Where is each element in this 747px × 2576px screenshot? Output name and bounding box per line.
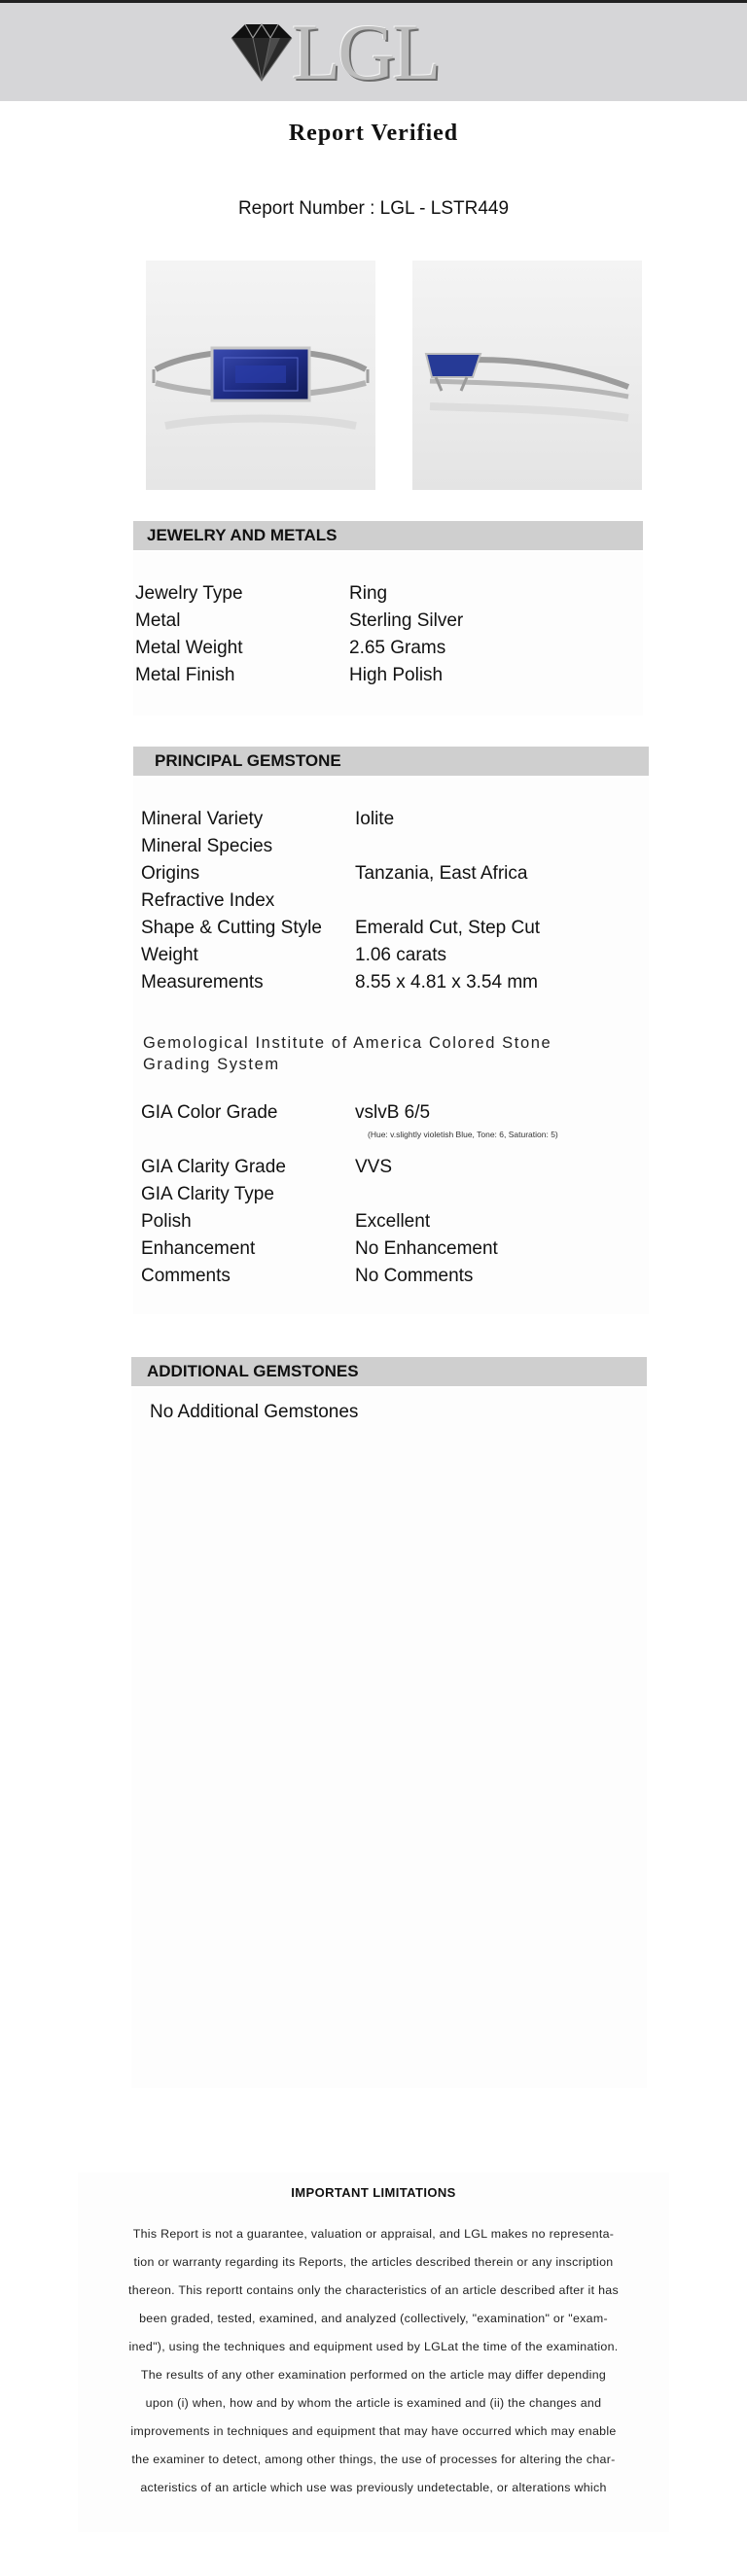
shape-cutting-label: Shape & Cutting Style xyxy=(141,918,322,938)
metal-value: Sterling Silver xyxy=(349,610,464,631)
enhancement-label: Enhancement xyxy=(141,1238,256,1259)
ring-side-view-photo xyxy=(412,261,642,490)
jewelry-type-label: Jewelry Type xyxy=(135,583,243,604)
polish-label: Polish xyxy=(141,1211,192,1232)
diamond-icon xyxy=(226,20,298,85)
gia-color-grade-label: GIA Color Grade xyxy=(141,1102,278,1123)
section-jewelry-title: JEWELRY AND METALS xyxy=(147,526,338,544)
gia-color-grade-value: vslvB 6/5 xyxy=(355,1102,431,1123)
measurements-label: Measurements xyxy=(141,972,264,992)
limitations-title: IMPORTANT LIMITATIONS xyxy=(291,2185,456,2200)
ring-top-view-photo xyxy=(146,261,375,490)
logo-text: LGL xyxy=(292,8,439,96)
limitations-line: The results of any other examination performed on the article may differ depending xyxy=(140,2368,607,2382)
logo xyxy=(226,8,439,96)
origins-value: Tanzania, East Africa xyxy=(355,863,528,884)
limitations-line: acteristics of an article which use was previously undetectable, or alterations which xyxy=(140,2481,607,2494)
enhancement-value: No Enhancement xyxy=(355,1238,498,1259)
limitations-line: the examiner to detect, among other things, the use of processes for altering the char- xyxy=(131,2453,616,2466)
section-additional-title: ADDITIONAL GEMSTONES xyxy=(147,1362,359,1380)
section-principal-heading xyxy=(133,747,649,776)
limitations-line: been graded, tested, examined, and analyzed (collectively, "examination" or "exam- xyxy=(139,2312,608,2325)
limitations-line: ined"), using the techniques and equipment used by LGLat the time of the examination. xyxy=(128,2340,619,2353)
origins-label: Origins xyxy=(141,863,200,884)
refractive-index-label: Refractive Index xyxy=(141,890,275,911)
metal-label: Metal xyxy=(135,610,181,631)
comments-value: No Comments xyxy=(355,1266,474,1286)
gia-clarity-grade-value: VVS xyxy=(355,1157,393,1177)
jewelry-type-value: Ring xyxy=(349,583,388,604)
limitations-line: improvements in techniques and equipment that may have occurred which may enable xyxy=(130,2424,617,2438)
measurements-value: 8.55 x 4.81 x 3.54 mm xyxy=(355,972,538,992)
section-jewelry-panel xyxy=(133,552,643,715)
metal-weight-value: 2.65 Grams xyxy=(349,638,446,658)
gia-color-note: (Hue: v.slightly violetish Blue, Tone: 6, Saturation: 5) xyxy=(368,1130,558,1139)
metal-weight-label: Metal Weight xyxy=(135,638,243,658)
gia-clarity-type-label: GIA Clarity Type xyxy=(141,1184,274,1204)
weight-label: Weight xyxy=(141,945,198,965)
section-jewelry-heading xyxy=(133,521,643,550)
report-number: Report Number : LGL - LSTR449 xyxy=(237,198,510,219)
no-additional-gemstones: No Additional Gemstones xyxy=(150,1402,359,1422)
limitations-line: upon (i) when, how and by whom the article is examined and (ii) the changes and xyxy=(145,2396,602,2410)
gia-grading-system: Gemological Institute of America Colored Stone Grading System xyxy=(143,1034,552,1073)
polish-value: Excellent xyxy=(355,1211,431,1232)
metal-finish-value: High Polish xyxy=(349,665,444,685)
page-title: Report Verified xyxy=(288,121,459,146)
shape-cutting-value: Emerald Cut, Step Cut xyxy=(355,918,541,938)
section-additional-panel xyxy=(131,1388,647,2088)
gia-clarity-grade-label: GIA Clarity Grade xyxy=(141,1157,286,1177)
limitations-line: thereon. This reportt contains only the characteristics of an article described after it has xyxy=(128,2283,619,2297)
limitations-line: This Report is not a guarantee, valuation or appraisal, and LGL makes no representa- xyxy=(132,2227,615,2241)
section-additional-heading xyxy=(131,1357,647,1386)
mineral-species-label: Mineral Species xyxy=(141,836,273,856)
section-principal-title: PRINCIPAL GEMSTONE xyxy=(155,751,341,770)
mineral-variety-label: Mineral Variety xyxy=(141,809,264,829)
mineral-variety-value: Iolite xyxy=(355,809,395,829)
limitations-line: tion or warranty regarding its Reports, the articles described therein or any inscription xyxy=(133,2255,614,2269)
comments-label: Comments xyxy=(141,1266,231,1286)
metal-finish-label: Metal Finish xyxy=(135,665,235,685)
weight-value: 1.06 carats xyxy=(355,945,446,965)
